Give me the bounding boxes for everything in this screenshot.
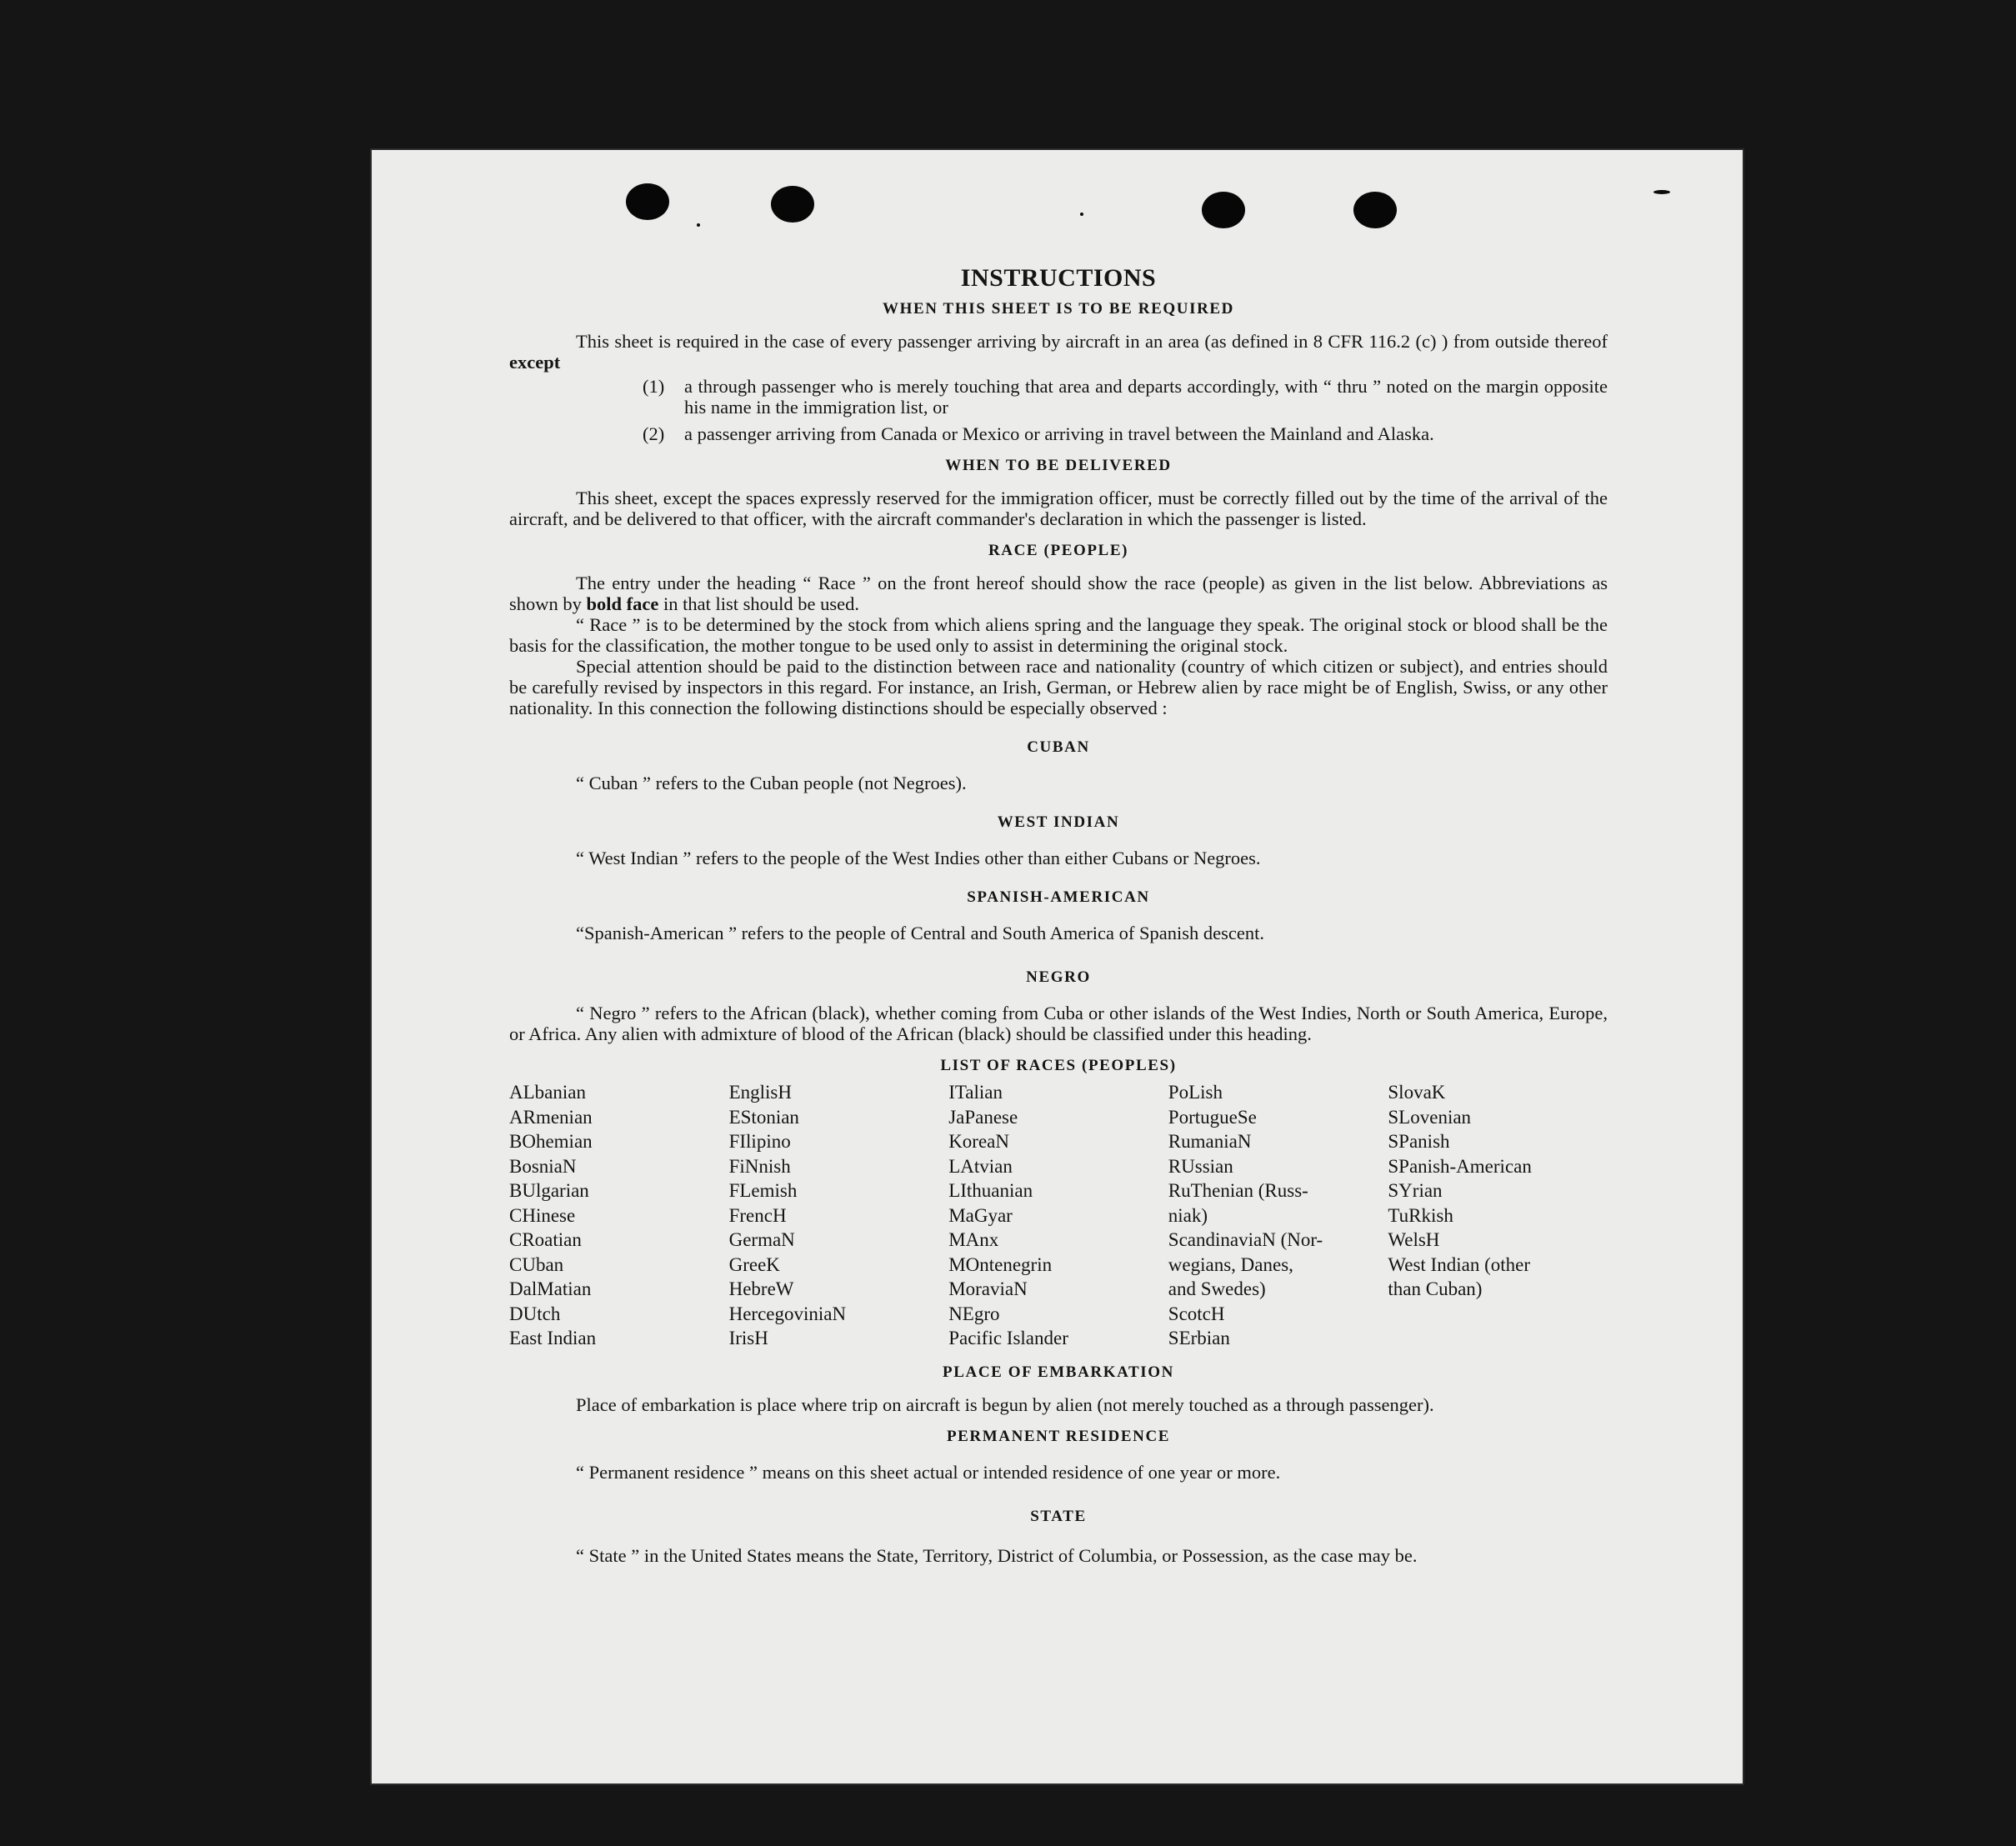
race-entry: BOhemian [509,1131,593,1152]
race-entry: FLemish [728,1180,798,1201]
section-heading-when-delivered: WHEN TO BE DELIVERED [945,457,1172,474]
item-text: a through passenger who is merely touching that area and departs accordingly, with “ thru ” noted on the margin opposite his name in the immigration list, or [684,376,1608,418]
state-text: “ State ” in the United States means the State, Territory, District of Columbia, or Possession, as the case may be. [576,1544,1418,1566]
cuban-text: “ Cuban ” refers to the Cuban people (not Negroes). [576,773,967,793]
race-entry: SErbian [1168,1328,1230,1348]
race-entry: ScotcH [1168,1303,1225,1324]
dust-speck [697,223,700,227]
section-heading-spanish-american: SPANISH-AMERICAN [967,888,1150,906]
race-paragraph-2: “ Race ” is to be determined by the stock from which aliens spring and the language they speak. The original stock or blood shall be the basis for the classification, the mother tongue to be used only to assist in determining the original stock. [509,614,1608,656]
race-entry: East Indian [509,1328,597,1348]
race-paragraph-1 [509,573,1608,614]
race-entry: Pacific Islander [948,1328,1068,1348]
race-entry: FrencH [728,1204,787,1226]
race-p1-bold-face: bold face [586,593,659,614]
race-entry: DalMatian [509,1278,592,1299]
section-heading-place-of-embarkation: PLACE OF EMBARKATION [943,1363,1174,1381]
item-number: (2) [643,423,665,444]
punch-hole [1202,192,1245,228]
race-entry: PortugueSe [1168,1106,1257,1128]
race-entry: ScandinaviaN (Nor- wegians, Danes, and Swedes) [1168,1229,1323,1299]
when-required-except: except [509,352,561,373]
race-entry: CRoatian [509,1229,582,1250]
race-entry: MOntenegrin [948,1253,1053,1275]
dust-speck [1080,213,1083,216]
race-entry: HebreW [728,1278,794,1299]
race-entry: FIlipino [728,1131,791,1152]
section-heading-race: RACE (PEOPLE) [988,542,1129,559]
race-entry: ARmenian [509,1106,593,1128]
negro-text: “ Negro ” refers to the African (black), whether coming from Cuba or other islands of the West Indies, North or South America, Europe, or Africa. Any alien with admixture of blood of the African (black) should be classified under this heading. [509,1003,1608,1044]
race-entry: CUban [509,1253,564,1275]
race-entry: KoreaN [948,1131,1009,1152]
race-entry: BosniaN [509,1155,577,1177]
race-entry: RumaniaN [1168,1131,1252,1152]
permanent-residence-text: “ Permanent residence ” means on this sheet actual or intended residence of one year or more. [576,1461,1281,1483]
when-required-intro [509,331,1608,373]
race-entry: SPanish [1388,1131,1450,1152]
race-p1-text: The entry under the heading “ Race ” on the front hereof should show the race (people) as given in the list below. Abbreviations as shown by [509,573,1608,614]
race-entry: West Indian (other than Cuban) [1388,1253,1530,1299]
race-entry: LIthuanian [948,1180,1033,1201]
race-entry: WelsH [1388,1229,1440,1250]
race-entry: SPanish-American [1388,1155,1532,1177]
race-entry: JaPanese [948,1106,1018,1128]
race-entry: DUtch [509,1303,561,1324]
instructions-content [509,264,1608,1569]
race-entry: NEgro [948,1303,1000,1324]
page-title: INSTRUCTIONS [960,264,1157,292]
race-entry: MAnx [948,1229,999,1250]
race-entry: TuRkish [1388,1204,1453,1226]
race-entry: ALbanian [509,1082,586,1103]
section-heading-list-of-races: LIST OF RACES (PEOPLES) [940,1057,1177,1074]
section-heading-cuban: CUBAN [1027,738,1090,756]
races-column [948,1080,1168,1351]
section-heading-permanent-residence: PERMANENT RESIDENCE [946,1427,1171,1445]
when-required-intro-text: This sheet is required in the case of every passenger arriving by aircraft in an area (as defined in 8 CFR 116.2 (c) ) from outside thereof [576,331,1608,352]
race-entry: EStonian [728,1106,799,1128]
punch-hole [771,186,814,223]
race-entry: RUssian [1168,1155,1233,1177]
dust-speck [1653,190,1670,194]
punch-hole [626,183,669,220]
races-list [509,1080,1608,1351]
race-entry: SlovaK [1388,1082,1446,1103]
when-delivered-text: This sheet, except the spaces expressly reserved for the immigration officer, must be correctly filled out by the time of the arrival of the aircraft, and be delivered to that officer, with the aircraft commander's declaration in which the passenger is listed. [509,488,1608,529]
races-column [729,1080,949,1351]
race-entry: MaGyar [948,1204,1013,1226]
races-column [509,1080,729,1351]
race-entry: GreeK [728,1253,780,1275]
race-entry: SLovenian [1388,1106,1472,1128]
race-entry: FiNnish [728,1155,791,1177]
item-text: a passenger arriving from Canada or Mexico or arriving in travel between the Mainland and Alaska. [684,423,1434,444]
race-entry: EnglisH [728,1082,792,1103]
list-item [643,376,1608,418]
place-of-embarkation-text: Place of embarkation is place where trip on aircraft is begun by alien (not merely touched as a through passenger). [576,1393,1434,1415]
race-entry: HercegoviniaN [728,1303,847,1324]
section-heading-state: STATE [1030,1507,1087,1525]
race-p1-suffix: in that list should be used. [658,593,860,614]
section-heading-west-indian: WEST INDIAN [997,813,1120,831]
races-column [1388,1080,1608,1351]
race-entry: LAtvian [948,1155,1013,1177]
race-paragraph-3: Special attention should be paid to the distinction between race and nationality (country of which citizen or subject), and entries should be carefully revised by inspectors in this regard. For instance, an Irish, German, or Hebrew alien by race might be of English, Swiss, or any other nationality. In this connection the following distinctions should be especially observed : [509,656,1608,718]
race-entry: PoLish [1168,1082,1223,1103]
race-entry: ITalian [948,1082,1003,1103]
race-entry: RuThenian (Russ- niak) [1168,1180,1308,1226]
punch-hole [1353,192,1397,228]
document-page [372,150,1743,1783]
race-entry: CHinese [509,1204,576,1226]
spanish-american-text: “Spanish-American ” refers to the people of Central and South America of Spanish descent. [576,923,1264,943]
list-item [643,423,1608,444]
race-entry: GermaN [728,1229,795,1250]
races-column [1168,1080,1388,1351]
west-indian-text: “ West Indian ” refers to the people of the West Indies other than either Cubans or Negroes. [576,848,1261,868]
item-number: (1) [643,376,665,397]
race-entry: IrisH [728,1328,768,1348]
race-entry: BUlgarian [509,1180,589,1201]
race-entry: SYrian [1388,1180,1443,1201]
race-entry: MoraviaN [948,1278,1028,1299]
section-heading-negro: NEGRO [1026,968,1091,986]
section-heading-when-required: WHEN THIS SHEET IS TO BE REQUIRED [882,300,1235,318]
